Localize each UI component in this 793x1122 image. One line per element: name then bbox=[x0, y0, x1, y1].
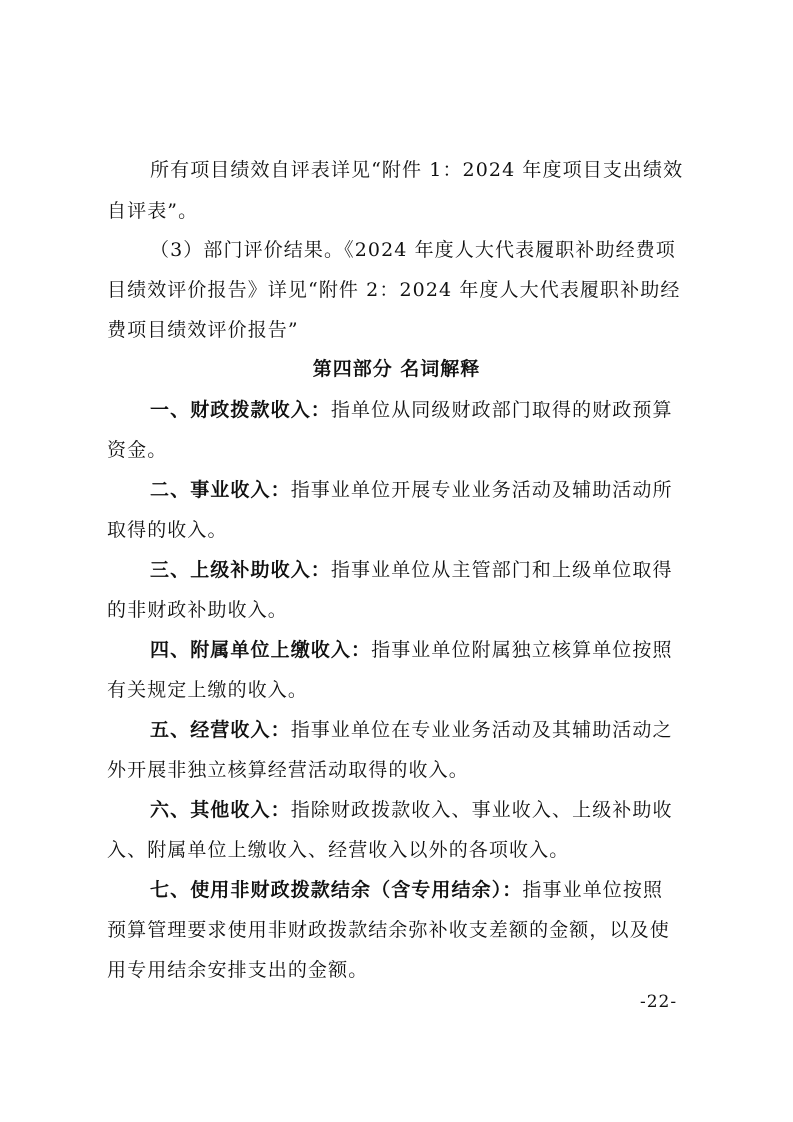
definition-term: 七、使用非财政拨款结余（含专用结余）： bbox=[150, 879, 523, 901]
paragraph-line: 自评表”。 bbox=[107, 200, 199, 222]
definition-term: 二、事业收入： bbox=[150, 479, 291, 501]
definition-term: 四、附属单位上缴收入： bbox=[150, 639, 372, 661]
definition-line bbox=[150, 717, 697, 743]
paragraph-line: 目绩效评价报告》详见“附件 2：2024 年度人大代表履职补助经 bbox=[107, 279, 681, 301]
definition-line: 有关规定上缴的收入。 bbox=[107, 679, 309, 701]
definition-line: 外开展非独立核算经营活动取得的收入。 bbox=[107, 759, 469, 781]
definition-line bbox=[150, 397, 697, 423]
definition-line: 的非财政补助收入。 bbox=[107, 599, 288, 621]
definition-line: 取得的收入。 bbox=[107, 519, 228, 541]
definition-line bbox=[150, 477, 697, 503]
paragraph-line: 所有项目绩效自评表详见“附件 1：2024 年度项目支出绩效 bbox=[150, 159, 684, 181]
definition-term: 五、经营收入： bbox=[150, 719, 291, 741]
definition-text: 指事业单位开展专业业务活动及辅助活动所 bbox=[290, 479, 673, 501]
definition-line bbox=[150, 877, 697, 903]
section-title: 第四部分 名词解释 bbox=[312, 358, 481, 380]
paragraph-line: 费项目绩效评价报告” bbox=[107, 319, 299, 341]
definition-term: 三、上级补助收入： bbox=[150, 559, 331, 581]
definition-line: 资金。 bbox=[107, 439, 168, 461]
definition-line: 入、附属单位上缴收入、经营收入以外的各项收入。 bbox=[107, 839, 570, 861]
definition-text: 指单位从同级财政部门取得的财政预算 bbox=[330, 399, 673, 421]
definition-text: 指事业单位按照 bbox=[522, 879, 664, 901]
definition-term: 六、其他收入： bbox=[150, 799, 291, 821]
definition-term: 一、财政拨款收入： bbox=[150, 399, 331, 421]
definition-text: 指除财政拨款收入、事业收入、上级补助收 bbox=[290, 799, 673, 821]
definition-text: 指事业单位从主管部门和上级单位取得 bbox=[330, 559, 673, 581]
definition-text: 指事业单位附属独立核算单位按照 bbox=[371, 639, 673, 661]
definition-line bbox=[150, 637, 697, 663]
definition-text: 指事业单位在专业业务活动及其辅助活动之 bbox=[290, 719, 673, 741]
definition-line bbox=[150, 557, 697, 583]
definition-line bbox=[150, 797, 697, 823]
paragraph-line: （3）部门评价结果。《2024 年度人大代表履职补助经费项 bbox=[150, 239, 676, 261]
page-number: -22- bbox=[640, 992, 678, 1012]
definition-line: 预算管理要求使用非财政拨款结余弥补收支差额的金额，以及使 bbox=[107, 919, 670, 941]
definition-line: 用专用结余安排支出的金额。 bbox=[107, 959, 369, 981]
